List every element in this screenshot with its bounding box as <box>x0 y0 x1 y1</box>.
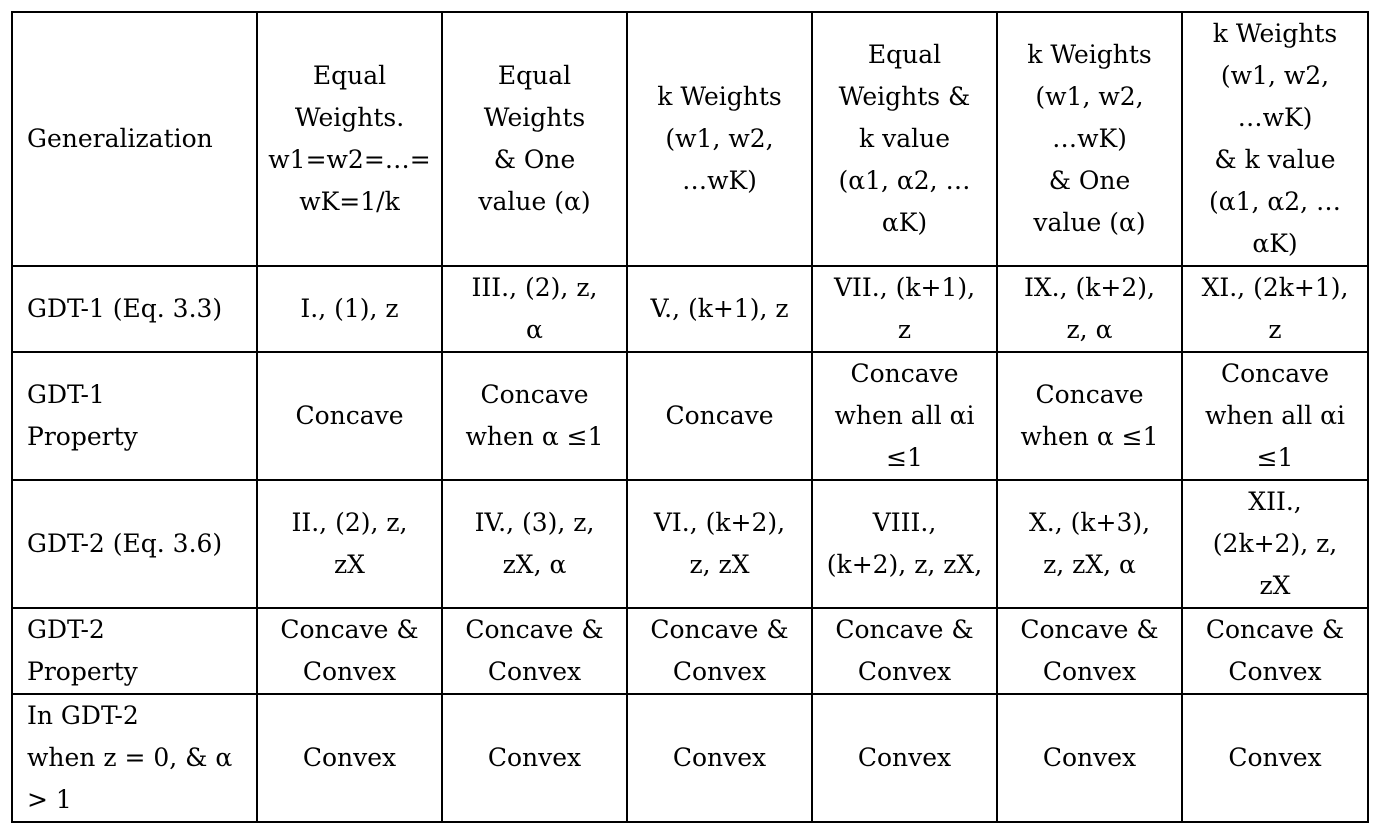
table-cell <box>627 352 812 480</box>
table-cell <box>627 608 812 694</box>
row-header-cell <box>12 266 257 352</box>
row-label: GDT-1 (Eq. 3.3) <box>27 294 223 323</box>
cell-value: VI., (k+2), z, zX <box>653 508 786 579</box>
table-cell <box>997 266 1182 352</box>
cell-value: VII., (k+1), z <box>833 273 976 344</box>
cell-value: Convex <box>1042 743 1137 772</box>
table-cell <box>997 694 1182 822</box>
cell-value: Concave & Convex <box>1020 615 1159 686</box>
cell-value: Concave & Convex <box>465 615 604 686</box>
cell-value: I., (1), z <box>300 294 399 323</box>
header-cell <box>627 12 812 266</box>
table-cell <box>257 694 442 822</box>
table-row <box>12 694 1368 822</box>
header-cell <box>442 12 627 266</box>
cell-value: Concave when all αi ≤1 <box>1204 359 1346 472</box>
header-label: Equal Weights & k value (α1, α2, … αK) <box>838 40 971 237</box>
cell-value: Concave & Convex <box>835 615 974 686</box>
cell-value: II., (2), z, zX <box>291 508 408 579</box>
cell-value: XII., (2k+2), z, zX <box>1212 487 1338 600</box>
header-cell <box>997 12 1182 266</box>
table-cell <box>812 266 997 352</box>
cell-value: Convex <box>487 743 582 772</box>
table-cell <box>627 694 812 822</box>
header-cell <box>1182 12 1368 266</box>
row-label: GDT-2 Property <box>27 615 138 686</box>
row-header-cell <box>12 694 257 822</box>
cell-value: IV., (3), z, zX, α <box>474 508 595 579</box>
table-cell <box>442 608 627 694</box>
header-corner-cell <box>12 12 257 266</box>
cell-value: XI., (2k+1), z <box>1201 273 1349 344</box>
row-label: GDT-1 Property <box>27 380 138 451</box>
table-cell <box>257 480 442 608</box>
cell-value: Concave <box>665 401 774 430</box>
cell-value: V., (k+1), z <box>650 294 789 323</box>
row-header-cell <box>12 608 257 694</box>
row-label: In GDT-2 when z = 0, & α > 1 <box>27 701 233 814</box>
table-row <box>12 608 1368 694</box>
table-cell <box>812 694 997 822</box>
table-cell <box>627 480 812 608</box>
row-header-cell <box>12 480 257 608</box>
table-cell <box>997 352 1182 480</box>
table-cell <box>1182 608 1368 694</box>
header-row <box>12 12 1368 266</box>
cell-value: X., (k+3), z, zX, α <box>1028 508 1151 579</box>
generalization-table <box>11 11 1369 823</box>
row-header-cell <box>12 352 257 480</box>
table-cell <box>257 266 442 352</box>
table-cell <box>627 266 812 352</box>
table-cell <box>442 352 627 480</box>
table-cell <box>442 480 627 608</box>
cell-value: Convex <box>302 743 397 772</box>
table-cell <box>812 608 997 694</box>
header-cell <box>257 12 442 266</box>
header-cell <box>812 12 997 266</box>
table-wrapper <box>11 11 1369 823</box>
table-cell <box>1182 352 1368 480</box>
table-cell <box>257 352 442 480</box>
table-cell <box>997 480 1182 608</box>
cell-value: VIII., (k+2), z, zX, <box>826 508 983 579</box>
cell-value: Concave when α ≤1 <box>1020 380 1159 451</box>
table-cell <box>1182 480 1368 608</box>
table-cell <box>442 266 627 352</box>
header-label: k Weights (w1, w2, …wK) & One value (α) <box>1027 40 1152 237</box>
cell-value: Concave when all αi ≤1 <box>834 359 975 472</box>
table-cell <box>997 608 1182 694</box>
header-label: k Weights (w1, w2, …wK) & k value (α1, α2, … αK) <box>1208 19 1342 258</box>
cell-value: IX., (k+2), z, α <box>1024 273 1155 344</box>
header-label: Equal Weights. w1=w2=…= wK=1/k <box>268 61 431 216</box>
header-label: k Weights (w1, w2, …wK) <box>657 82 782 195</box>
table-row <box>12 266 1368 352</box>
table-row <box>12 352 1368 480</box>
cell-value: Convex <box>857 743 952 772</box>
table-cell <box>257 608 442 694</box>
table-cell <box>1182 694 1368 822</box>
table-cell <box>812 352 997 480</box>
table-cell <box>812 480 997 608</box>
header-label: Equal Weights & One value (α) <box>478 61 591 216</box>
table-cell <box>442 694 627 822</box>
row-label: GDT-2 (Eq. 3.6) <box>27 529 223 558</box>
cell-value: Convex <box>672 743 767 772</box>
cell-value: Concave & Convex <box>650 615 789 686</box>
header-corner-label: Generalization <box>27 124 213 153</box>
cell-value: Convex <box>1228 743 1322 772</box>
cell-value: Concave when α ≤1 <box>465 380 604 451</box>
cell-value: Concave & Convex <box>1205 615 1345 686</box>
cell-value: Concave & Convex <box>280 615 419 686</box>
table-cell <box>1182 266 1368 352</box>
cell-value: III., (2), z, α <box>471 273 598 344</box>
table-row <box>12 480 1368 608</box>
cell-value: Concave <box>295 401 404 430</box>
